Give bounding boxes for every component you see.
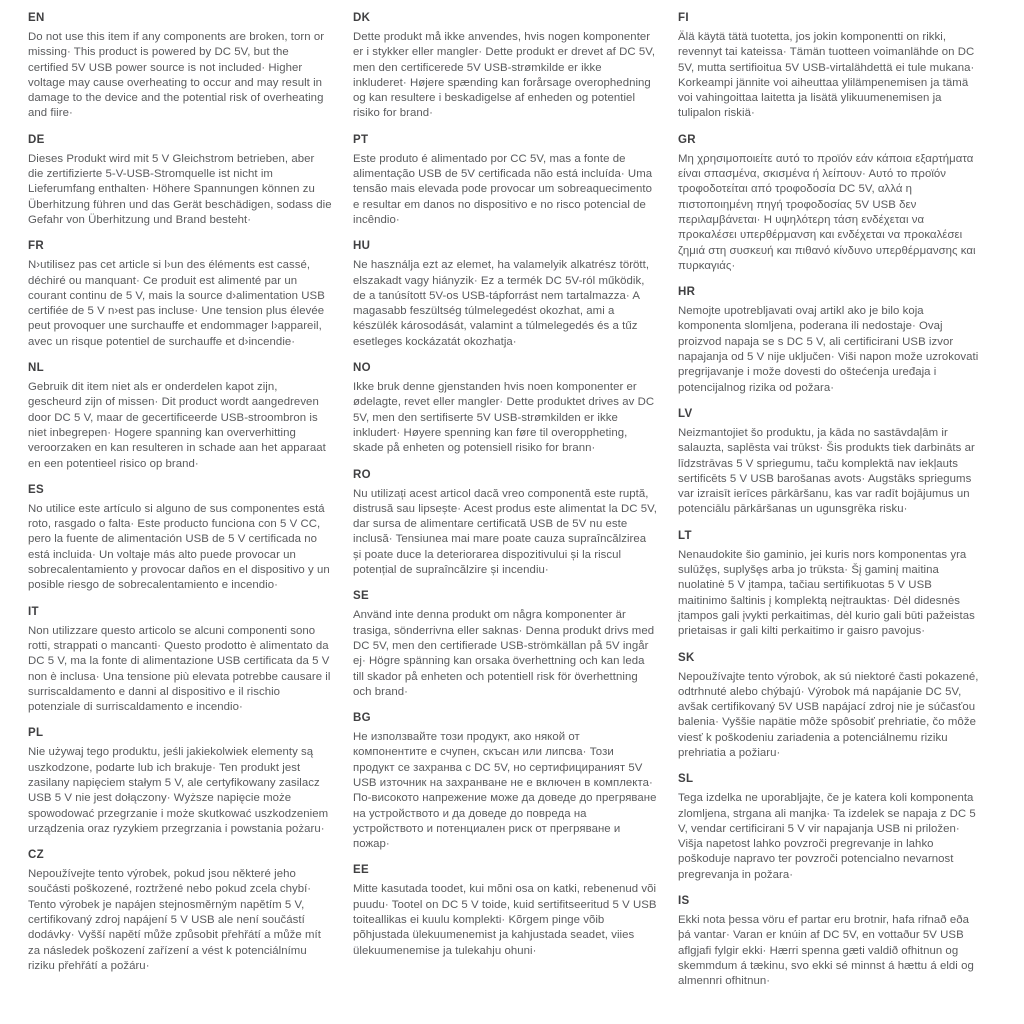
language-code-label: SL <box>678 773 694 786</box>
language-warning-text: Mitte kasutada toodet, kui mõni osa on katki, rebenenud või puudu· Tootel on DC 5 V toide, kuid sertifitseeritud 5 V USB toiteallikas ei kuulu komplekti· Kõrgem pinge võib põhjustada ülekuumenemist ja kahjustada seadet, viies ülekuumenemise ja tulekahju ohuni· <box>353 883 657 957</box>
language-warning-text: Nenaudokite šio gaminio, jei kuris nors komponentas yra sulūžęs, suplyšęs arba jo trūksta· Šį gaminį maitina nuolatinė 5 V įtampa, tačiau sertifikuotas 5 V USB maitinimo šaltinis į komplektą neįtrauktas· Dėl didesnės įtampos gali įvykti perkaitimas, dėl kurio gali būti pažeistas prietaisas ir gali kilti perkaitimo ir gaisro pavojus· <box>678 548 975 638</box>
language-warning-text: Este produto é alimentado por CC 5V, mas a fonte de alimentação USB de 5V certificada não está incluída· Uma tensão mais elevada pode provocar um sobreaquecimento e resultar em danos no dispositivo e no risco potencial de incêndio· <box>353 152 653 226</box>
language-section-gr <box>678 134 982 274</box>
language-warning-text: Non utilizzare questo articolo se alcuni componenti sono rotti, strappati o mancanti· Questo prodotto è alimentato da DC 5 V, ma la fonte di alimentazione USB certificata da 5 V non è inclusa· Una tensione più elevata potrebbe causare il surriscaldamento e danni al dispositivo e il rischio potenziale di surriscaldamento e incendio· <box>28 624 331 714</box>
language-code-label: IS <box>678 895 690 908</box>
language-warning-text: Nemojte upotrebljavati ovaj artikl ako je bilo koja komponenta slomljena, poderana ili nedostaje· Ovaj proizvod napaja se s DC 5 V, ali certificirani USB izvor napajanja od 5 V nije uključen· Viši napon može uzrokovati pregrijavanje i može dovesti do oštećenja uređaja i potencijalnog rizika od požara· <box>678 305 979 394</box>
language-warning-text: Dette produkt må ikke anvendes, hvis nogen komponenter er i stykker eller mangler· Dette produkt er drevet af DC 5V, men den certificerede 5V USB-strømkilde er ikke inkluderet· Højere spænding kan forårsage overophedning og kan resultere i beskadigelse af enheden og potentiel risiko for brand· <box>353 31 656 120</box>
language-section-bg <box>353 712 657 852</box>
language-section-ee <box>353 864 657 958</box>
language-warning-text: Nepoužívejte tento výrobek, pokud jsou některé jeho součásti poškozené, roztržené nebo pokud zcela chybí· Tento výrobek je napájen stejnosměrným napětím 5 V, certifikovaný zdroj napájení 5 V USB ale není součástí dodávky· Vyšší napětí může způsobit přehřátí a může mít za následek poškození zařízení a vést k potenciálnímu riziku přehřátí a požáru· <box>28 868 321 972</box>
language-warning-text: Nepoužívajte tento výrobok, ak sú niektoré časti pokazené, odtrhnuté alebo chýbajú· Výrobok má napájanie DC 5V, avšak certifikovaný 5V USB napájací zdroj nie je súčasťou balenia· Vyššie napätie môže spôsobiť prehriatie, čo môže viesť k poškodeniu zariadenia a potenciálnemu riziku prehriatia a požiaru· <box>678 670 979 759</box>
language-code-label: LV <box>678 407 693 420</box>
language-code-label: LT <box>678 529 692 542</box>
language-section-hr <box>678 286 982 396</box>
language-warning-text: Gebruik dit item niet als er onderdelen kapot zijn, gescheurd zijn of missen· Dit product wordt aangedreven door DC 5 V, maar de gecertificeerde USB-stroombron is niet inbegrepen· Hogere spanning kan oververhitting veroorzaken en kan resulteren in schade aan het apparaat en een potentieel risico op brand· <box>28 381 326 470</box>
language-warning-text: Ekki nota þessa vöru ef partar eru brotnir, hafa rifnað eða þá vantar· Varan er knúin af DC 5V, en vottaður 5V USB aflgjafi fylgir ekki· Hærri spenna gæti valdið ofhitnun og skemmdum á tækinu, svo ekki sé minnst á hættu á eldi og almennri ofhitnun· <box>678 914 974 988</box>
language-code-label: GR <box>678 133 696 146</box>
language-code-label: SK <box>678 651 695 664</box>
language-section-es <box>28 484 332 594</box>
language-code-label: EN <box>28 12 45 24</box>
language-warning-text: Nie używaj tego produktu, jeśli jakiekolwiek elementy są uszkodzone, podarte lub ich brakuje· Ten produkt jest zasilany napięciem stałym 5 V, ale certyfikowany zasilacz USB 5 V nie jest dołączony· Wyższe napięcie może spowodować przegrzanie i może skutkować uszkodzeniem urządzenia oraz ryzykiem przegrzania i powstania pożaru· <box>28 746 329 835</box>
language-warning-text: Dieses Produkt wird mit 5 V Gleichstrom betrieben, aber die zertifizierte 5-V-USB-Stromquelle ist nicht im Lieferumfang enthalten· Höhere Spannungen können zu Überhitzung führen und das Gerät beschädigen, sodass die Gefahr von Überhitzung und Brand besteht· <box>28 152 332 226</box>
language-code-label: FI <box>678 12 689 24</box>
column-2 <box>353 12 657 1002</box>
language-warning-text: Neizmantojiet šo produktu, ja kāda no sastāvdaļām ir salauzta, saplēsta vai trūkst· Šis produkts tiek darbināts ar līdzstrāvas 5 V spriegumu, taču komplektā nav iekļauts sertificēts 5 V USB barošanas avots· Augstāks spriegums var izraisīt ierīces pārkāršanu, kas var radīt bojājumus un potenciālu pārkāršanas un ugunsgrēka risku· <box>678 426 975 516</box>
language-warning-text: Ne használja ezt az elemet, ha valamelyik alkatrész törött, elszakadt vagy hiányzik· Ez a termék DC 5V-ról működik, de a tanúsított 5V-os USB-tápforrást nem tartalmazza· A magasabb feszültség túlmelegedést okozhat, ami a készülék károsodását, valamint a túlmelegedés és a tűz esetleges kockázatát okozhatja· <box>353 259 650 348</box>
language-warning-text: N›utilisez pas cet article si l›un des éléments est cassé, déchiré ou manquant· Ce produit est alimenté par un courant continu de 5 V, mais la source d›alimentation USB certifiée de 5 V n›est pas incluse· Une tension plus élevée peut provoquer une surchauffe et endommager l›appareil, avec un risque potentiel de surchauffe et d›incendie· <box>28 259 325 348</box>
language-code-label: PL <box>28 727 44 740</box>
language-warning-text: Älä käytä tätä tuotetta, jos jokin komponentti on rikki, revennyt tai kateissa· Tämän tuotteen voimanlähde on DC 5V, mutta sertifioitua 5V USB-virtalähdettä ei tule mukana· Korkeampi jännite voi aiheuttaa ylilämpenemisen ja tämä voi vahingoittaa laitetta ja lisätä ylikuumenemisen ja tulipalon riskiä· <box>678 31 975 120</box>
language-section-se <box>353 590 657 700</box>
language-code-label: RO <box>353 468 371 481</box>
language-section-pl <box>28 727 332 837</box>
language-section-nl <box>28 362 332 472</box>
language-section-pt <box>353 134 657 228</box>
language-section-fi <box>678 12 982 122</box>
language-warning-text: Не използвайте този продукт, ако някой от компонентите е счупен, скъсан или липсва· Този продукт се захранва с DC 5V, но сертифицираният 5V USB източник на захранване не е включен в комплекта· По-високото напрежение може да доведе до прегряване на устройството и да доведе до повреда на устройството и потенциален риск от прегряване и пожар· <box>353 731 657 851</box>
language-section-ro <box>353 469 657 579</box>
language-code-label: EE <box>353 864 369 877</box>
language-section-no <box>353 362 657 456</box>
multilingual-warning-columns <box>28 12 996 1002</box>
language-section-de <box>28 134 332 228</box>
language-warning-text: Ikke bruk denne gjenstanden hvis noen komponenter er ødelagte, revet eller mangler· Dette produktet drives av DC 5V, men den sertifiserte 5V USB-strømkilden er ikke inkludert· Høyere spenning kan føre til overoppheting, skade på enheten og potensiell risiko for brann· <box>353 381 655 455</box>
language-section-fr <box>28 240 332 350</box>
language-code-label: BG <box>353 712 371 725</box>
language-section-en <box>28 12 332 122</box>
language-code-label: ES <box>28 483 44 496</box>
column-1 <box>28 12 332 1002</box>
language-code-label: DK <box>353 12 371 24</box>
language-code-label: CZ <box>28 849 44 862</box>
language-code-label: DE <box>28 133 45 146</box>
language-warning-text: Μη χρησιμοποιείτε αυτό το προϊόν εάν κάποια εξαρτήματα είναι σπασμένα, σκισμένα ή λείπουν· Αυτό το προϊόν τροφοδοτείται από τροφοδοσία DC 5V, αλλά η πιστοποιημένη πηγή τροφοδοσίας 5V USB δεν περιλαμβάνεται· Η υψηλότερη τάση ενδέχεται να προκαλέσει υπερθέρμανση και ενδέχεται να προκαλέσει ζημιά στη συσκευή και πιθανό κίνδυνο υπερθέρμανσης και πυρκαγιάς· <box>678 152 976 272</box>
language-section-dk <box>353 12 657 122</box>
language-code-label: FR <box>28 240 44 253</box>
language-warning-text: Do not use this item if any components are broken, torn or missing· This product is powered by DC 5V, but the certified 5V USB power source is not included· Higher voltage may cause overheating to occur and may result in damage to the device and the potential risk of overheating and fiire· <box>28 31 325 120</box>
column-3 <box>678 12 982 1002</box>
language-code-label: PT <box>353 133 369 146</box>
language-code-label: HU <box>353 240 371 253</box>
language-warning-text: Använd inte denna produkt om några komponenter är trasiga, sönderrivna eller saknas· Denna produkt drivs med DC 5V, men den certifierade USB-strömkällan på 5V ingår ej· Högre spänning kan orsaka överhettning och kan leda till skador på enheten och potentiell risk för överhettning och brand· <box>353 609 655 698</box>
language-warning-text: No utilice este artículo si alguno de sus componentes está roto, rasgado o falta· Este producto funciona con 5 V CC, pero la fuente de alimentación USB de 5 V certificada no está incluida· Un voltaje más alto puede provocar un sobrecalentamiento y provocar daños en el dispositivo y un posible riesgo de sobrecalentamiento e incendio· <box>28 502 330 592</box>
language-code-label: HR <box>678 286 696 299</box>
language-warning-text: Nu utilizați acest articol dacă vreo componentă este ruptă, distrusă sau lipsește· Acest produs este alimentat la DC 5V, dar sursa de alimentare certificată USB de 5V nu este inclusă· Tensiunea mai mare poate cauza supraîncălzirea și poate duce la deteriorarea dispozitivului și la riscul potențial de supraîncălzire și incendiu· <box>353 487 657 577</box>
language-section-lt <box>678 530 982 640</box>
language-code-label: IT <box>28 605 39 618</box>
language-warning-text: Tega izdelka ne uporabljajte, če je katera koli komponenta zlomljena, strgana ali manjka· Ta izdelek se napaja z DC 5 V, vendar certificirani 5 V vir napajanja USB ni priložen· Višja napetost lahko povzroči pregrevanje in lahko poškoduje napravo ter povzroči potencialno nevarnost pregrevanja in požara· <box>678 792 976 881</box>
language-section-lv <box>678 408 982 518</box>
language-code-label: SE <box>353 590 369 603</box>
language-section-is <box>678 895 982 989</box>
language-section-it <box>28 606 332 716</box>
language-section-sk <box>678 652 982 762</box>
language-code-label: NL <box>28 362 44 375</box>
language-section-cz <box>28 849 332 974</box>
language-section-hu <box>353 240 657 350</box>
language-code-label: NO <box>353 362 371 375</box>
language-section-sl <box>678 773 982 883</box>
